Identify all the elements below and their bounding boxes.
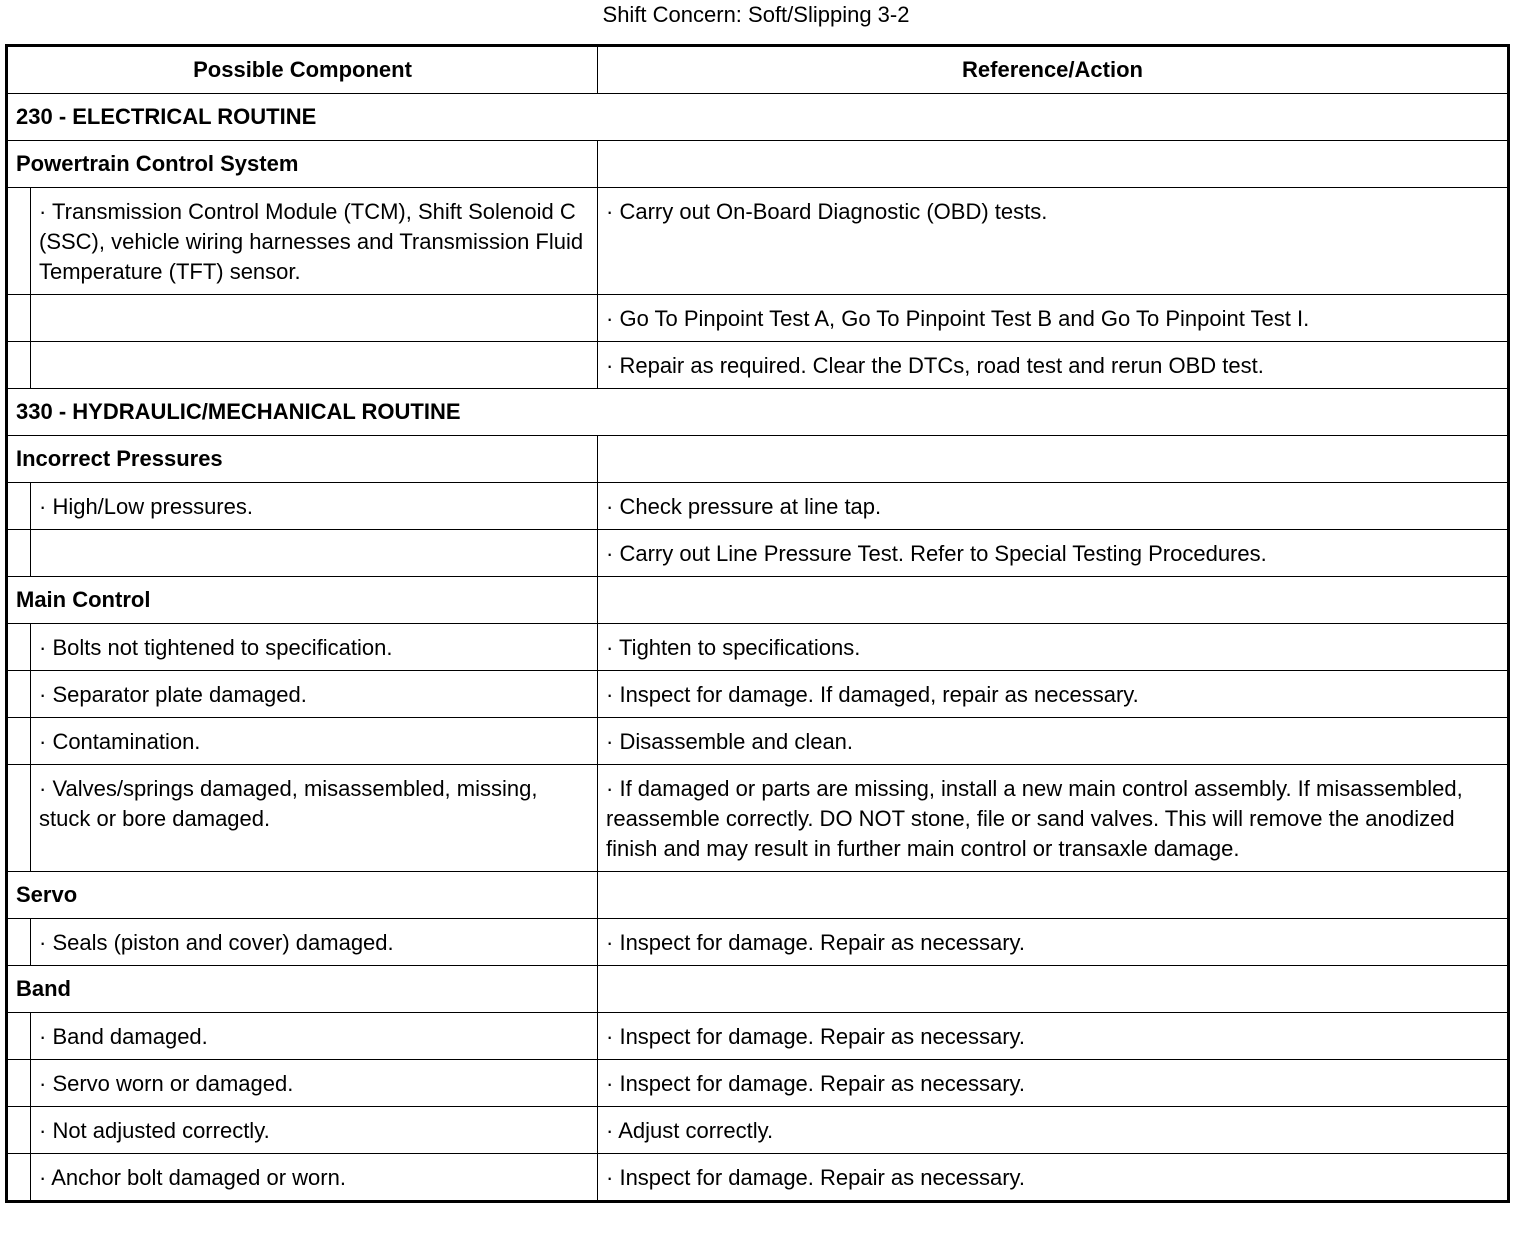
group-title: Incorrect Pressures — [7, 436, 598, 483]
group-title: Main Control — [7, 577, 598, 624]
indent-cell — [7, 1013, 31, 1060]
indent-cell — [7, 1060, 31, 1107]
table-row — [7, 483, 1509, 530]
group-row — [7, 872, 1509, 919]
component-cell: · Servo worn or damaged. — [31, 1060, 598, 1107]
indent-cell — [7, 671, 31, 718]
indent-cell — [7, 765, 31, 872]
table-row — [7, 530, 1509, 577]
action-cell: · Inspect for damage. Repair as necessary. — [598, 1060, 1509, 1107]
action-cell: · If damaged or parts are missing, install a new main control assembly. If misassembled, reassemble correctly. DO NOT stone, file or sand valves. This will remove the anodized finish and may result in further main control or transaxle damage. — [598, 765, 1509, 872]
component-cell: · Not adjusted correctly. — [31, 1107, 598, 1154]
section-row — [7, 389, 1509, 436]
component-cell: · Bolts not tightened to specification. — [31, 624, 598, 671]
indent-cell — [7, 342, 31, 389]
action-cell: · Tighten to specifications. — [598, 624, 1509, 671]
indent-cell — [7, 1107, 31, 1154]
component-cell: · Transmission Control Module (TCM), Shift Solenoid C (SSC), vehicle wiring harnesses and Transmission Fluid Temperature (TFT) sensor. — [31, 188, 598, 295]
group-action-cell — [598, 141, 1509, 188]
component-cell — [31, 530, 598, 577]
group-title: Powertrain Control System — [7, 141, 598, 188]
action-cell: · Inspect for damage. Repair as necessary. — [598, 1154, 1509, 1202]
page-title: Shift Concern: Soft/Slipping 3-2 — [602, 2, 910, 27]
header-reference-action: Reference/Action — [598, 46, 1509, 94]
indent-cell — [7, 188, 31, 295]
group-row — [7, 436, 1509, 483]
group-row — [7, 966, 1509, 1013]
component-cell: · Anchor bolt damaged or worn. — [31, 1154, 598, 1202]
table-row — [7, 765, 1509, 872]
action-cell: · Inspect for damage. Repair as necessary. — [598, 1013, 1509, 1060]
section-title: 330 - HYDRAULIC/MECHANICAL ROUTINE — [7, 389, 1509, 436]
component-cell — [31, 295, 598, 342]
table-row — [7, 188, 1509, 295]
table-body — [7, 94, 1509, 1202]
action-cell: · Inspect for damage. Repair as necessary. — [598, 919, 1509, 966]
table-row — [7, 342, 1509, 389]
action-cell: · Inspect for damage. If damaged, repair as necessary. — [598, 671, 1509, 718]
action-cell: · Check pressure at line tap. — [598, 483, 1509, 530]
action-cell: · Go To Pinpoint Test A, Go To Pinpoint Test B and Go To Pinpoint Test I. — [598, 295, 1509, 342]
table-row — [7, 671, 1509, 718]
component-cell: · Contamination. — [31, 718, 598, 765]
indent-cell — [7, 483, 31, 530]
component-cell: · Seals (piston and cover) damaged. — [31, 919, 598, 966]
table-row — [7, 1013, 1509, 1060]
indent-cell — [7, 295, 31, 342]
table-row — [7, 919, 1509, 966]
table-row — [7, 295, 1509, 342]
indent-cell — [7, 718, 31, 765]
indent-cell — [7, 624, 31, 671]
action-cell: · Carry out On-Board Diagnostic (OBD) tests. — [598, 188, 1509, 295]
diagnosis-table — [5, 44, 1510, 1203]
indent-cell — [7, 1154, 31, 1202]
group-action-cell — [598, 966, 1509, 1013]
component-cell: · Separator plate damaged. — [31, 671, 598, 718]
table-row — [7, 718, 1509, 765]
group-title: Band — [7, 966, 598, 1013]
action-cell: · Repair as required. Clear the DTCs, road test and rerun OBD test. — [598, 342, 1509, 389]
action-cell: · Carry out Line Pressure Test. Refer to Special Testing Procedures. — [598, 530, 1509, 577]
indent-cell — [7, 530, 31, 577]
action-cell: · Adjust correctly. — [598, 1107, 1509, 1154]
group-row — [7, 577, 1509, 624]
group-title: Servo — [7, 872, 598, 919]
component-cell — [31, 342, 598, 389]
header-possible-component: Possible Component — [7, 46, 598, 94]
table-row — [7, 1060, 1509, 1107]
table-row — [7, 624, 1509, 671]
indent-cell — [7, 919, 31, 966]
group-action-cell — [598, 436, 1509, 483]
group-row — [7, 141, 1509, 188]
component-cell: · Band damaged. — [31, 1013, 598, 1060]
table-row — [7, 1107, 1509, 1154]
component-cell: · High/Low pressures. — [31, 483, 598, 530]
group-action-cell — [598, 577, 1509, 624]
group-action-cell — [598, 872, 1509, 919]
table-header-row — [7, 46, 1509, 94]
section-title: 230 - ELECTRICAL ROUTINE — [7, 94, 1509, 141]
action-cell: · Disassemble and clean. — [598, 718, 1509, 765]
table-row — [7, 1154, 1509, 1202]
component-cell: · Valves/springs damaged, misassembled, missing, stuck or bore damaged. — [31, 765, 598, 872]
section-row — [7, 94, 1509, 141]
